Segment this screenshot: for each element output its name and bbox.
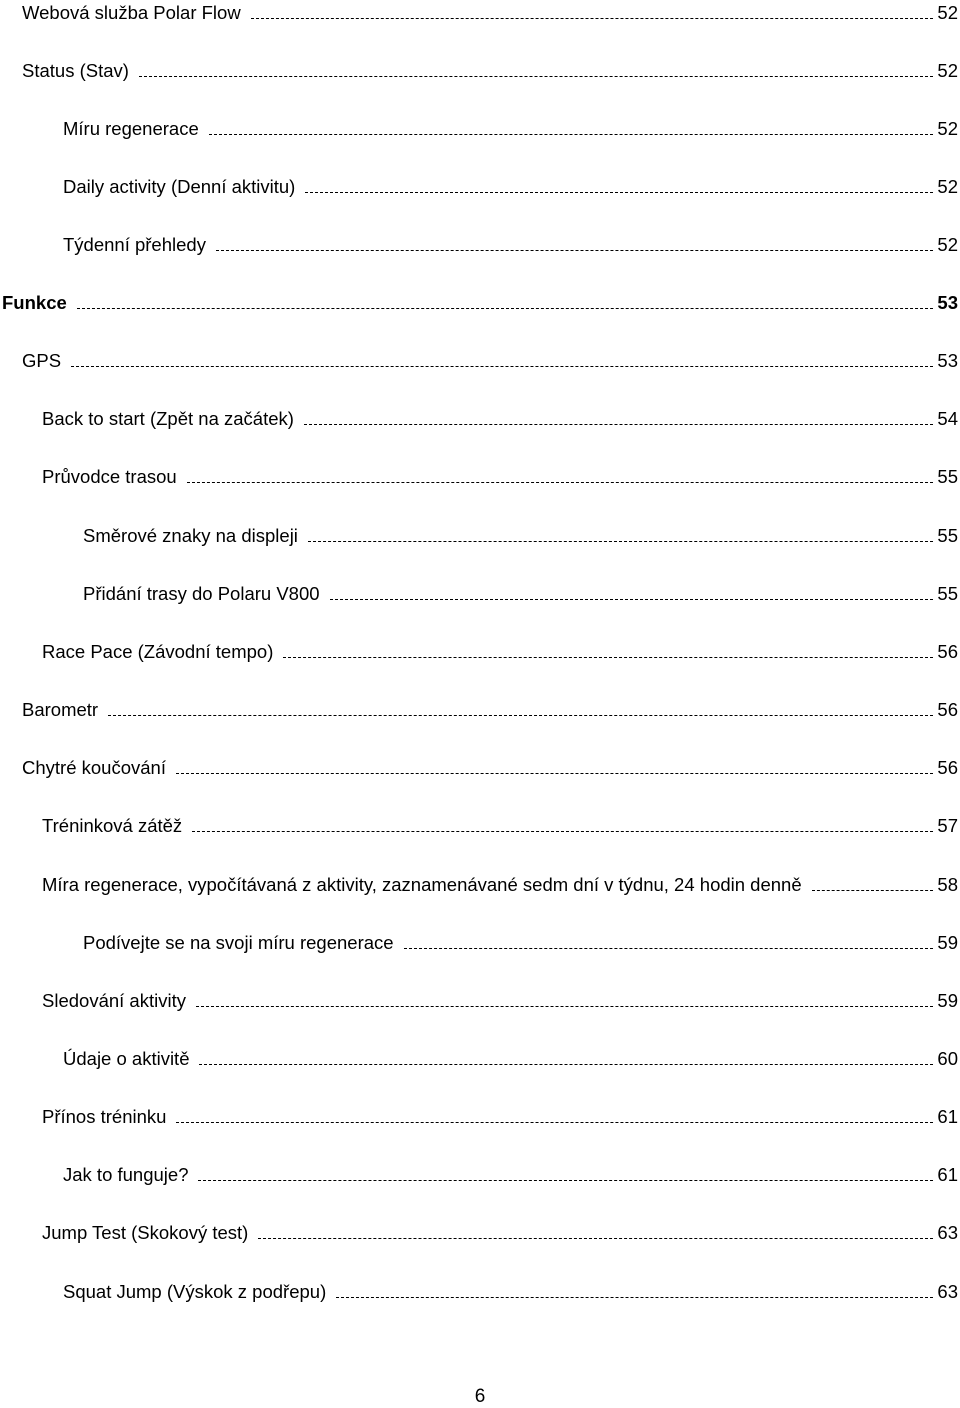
toc-entry[interactable]: [0, 523, 958, 547]
toc-entry-title: Back to start (Zpět na začátek): [42, 408, 294, 429]
toc-entry-title: Chytré koučování: [22, 757, 166, 778]
toc-entry-title: Přidání trasy do Polaru V800: [83, 583, 320, 604]
toc-entry[interactable]: [0, 581, 958, 605]
toc-dot-leader: [192, 831, 933, 832]
toc-entry[interactable]: [0, 697, 958, 721]
toc-entry-chapter[interactable]: [0, 290, 958, 314]
toc-entry-title: Funkce: [2, 292, 67, 313]
toc-entry-title: Jak to funguje?: [63, 1164, 189, 1185]
toc-dot-leader: [187, 482, 934, 483]
toc-entry[interactable]: [0, 813, 958, 837]
toc-entry-title: Údaje o aktivitě: [63, 1048, 190, 1069]
toc-entry-page: 55: [937, 466, 958, 487]
toc-entry[interactable]: [0, 348, 958, 372]
toc-entry-title: Podívejte se na svoji míru regenerace: [83, 932, 394, 953]
toc-entry-title: Týdenní přehledy: [63, 234, 206, 255]
toc-entry-page: 52: [937, 176, 958, 197]
toc-entry[interactable]: [0, 872, 958, 896]
toc-entry-title: Směrové znaky na displeji: [83, 525, 298, 546]
toc-dot-leader: [258, 1238, 933, 1239]
toc-entry[interactable]: [0, 0, 958, 24]
toc-dot-leader: [176, 1122, 933, 1123]
toc-entry[interactable]: [0, 988, 958, 1012]
toc-entry[interactable]: [0, 406, 958, 430]
toc-entry[interactable]: [0, 639, 958, 663]
toc-entry-title: Barometr: [22, 699, 99, 720]
toc-dot-leader: [176, 773, 933, 774]
page-number: 6: [474, 1386, 486, 1407]
toc-entry-page: 63: [937, 1281, 958, 1302]
toc-dot-leader: [812, 890, 934, 891]
toc-dot-leader: [336, 1297, 933, 1298]
toc-entry-page: 57: [937, 815, 958, 836]
toc-entry-title: Daily activity (Denní aktivitu): [63, 176, 296, 197]
toc-entry[interactable]: [0, 1162, 958, 1186]
toc-entry[interactable]: [0, 1046, 958, 1070]
toc-dot-leader: [304, 424, 934, 425]
toc-entry-page: 61: [937, 1106, 958, 1127]
toc-entry-page: 59: [937, 932, 958, 953]
toc-entry-title: Jump Test (Skokový test): [42, 1222, 249, 1243]
toc-entry-page: 58: [937, 874, 958, 895]
toc-dot-leader: [196, 1006, 933, 1007]
toc-entry-page: 63: [937, 1222, 958, 1243]
toc-dot-leader: [139, 76, 933, 77]
toc-entry-page: 55: [937, 525, 958, 546]
toc-entry-title: Sledování aktivity: [42, 990, 186, 1011]
toc-entry-page: 56: [937, 699, 958, 720]
toc-entry-title: Přínos tréninku: [42, 1106, 167, 1127]
toc-entry-page: 52: [937, 118, 958, 139]
toc-entry[interactable]: [0, 174, 958, 198]
toc-entry-page: 53: [937, 350, 958, 371]
toc-entry-title: Průvodce trasou: [42, 466, 177, 487]
toc-entry-title: Webová služba Polar Flow: [22, 2, 241, 23]
toc-entry-page: 56: [937, 757, 958, 778]
toc-dot-leader: [77, 308, 934, 309]
toc-dot-leader: [404, 948, 934, 949]
toc-dot-leader: [305, 192, 933, 193]
toc-entry[interactable]: [0, 116, 958, 140]
toc-entry-title: Míru regenerace: [63, 118, 199, 139]
toc-dot-leader: [199, 1064, 933, 1065]
toc-dot-leader: [216, 250, 933, 251]
toc-entry[interactable]: [0, 58, 958, 82]
toc-dot-leader: [71, 366, 933, 367]
toc-entry[interactable]: [0, 1220, 958, 1244]
toc-entry[interactable]: [0, 1279, 958, 1303]
toc-entry-page: 52: [937, 60, 958, 81]
toc-entry-page: 52: [937, 234, 958, 255]
toc-entry[interactable]: [0, 1104, 958, 1128]
toc-entry[interactable]: [0, 930, 958, 954]
toc-entry[interactable]: [0, 232, 958, 256]
toc-entry-page: 52: [937, 2, 958, 23]
toc-dot-leader: [308, 541, 934, 542]
toc-dot-leader: [108, 715, 933, 716]
toc-entry-page: 55: [937, 583, 958, 604]
toc-entry-title: Status (Stav): [22, 60, 129, 81]
toc-entry-page: 53: [937, 292, 958, 313]
toc-entry-page: 56: [937, 641, 958, 662]
toc-entry-title: Race Pace (Závodní tempo): [42, 641, 274, 662]
toc-entry-page: 61: [937, 1164, 958, 1185]
toc-entry-page: 54: [937, 408, 958, 429]
toc-dot-leader: [209, 134, 934, 135]
toc-entry[interactable]: [0, 464, 958, 488]
toc-entry[interactable]: [0, 755, 958, 779]
toc-dot-leader: [251, 18, 934, 19]
toc-entry-title: Míra regenerace, vypočítávaná z aktivity, zaznamenávané sedm dní v týdnu, 24 hodin denně: [42, 874, 802, 895]
toc-entry-title: Tréninková zátěž: [42, 815, 183, 836]
toc-dot-leader: [330, 599, 934, 600]
toc-entry-page: 59: [937, 990, 958, 1011]
toc-dot-leader: [198, 1180, 933, 1181]
toc-entry-page: 60: [937, 1048, 958, 1069]
toc-dot-leader: [283, 657, 933, 658]
toc-entry-title: Squat Jump (Výskok z podřepu): [63, 1281, 327, 1302]
toc-entry-title: GPS: [22, 350, 62, 371]
